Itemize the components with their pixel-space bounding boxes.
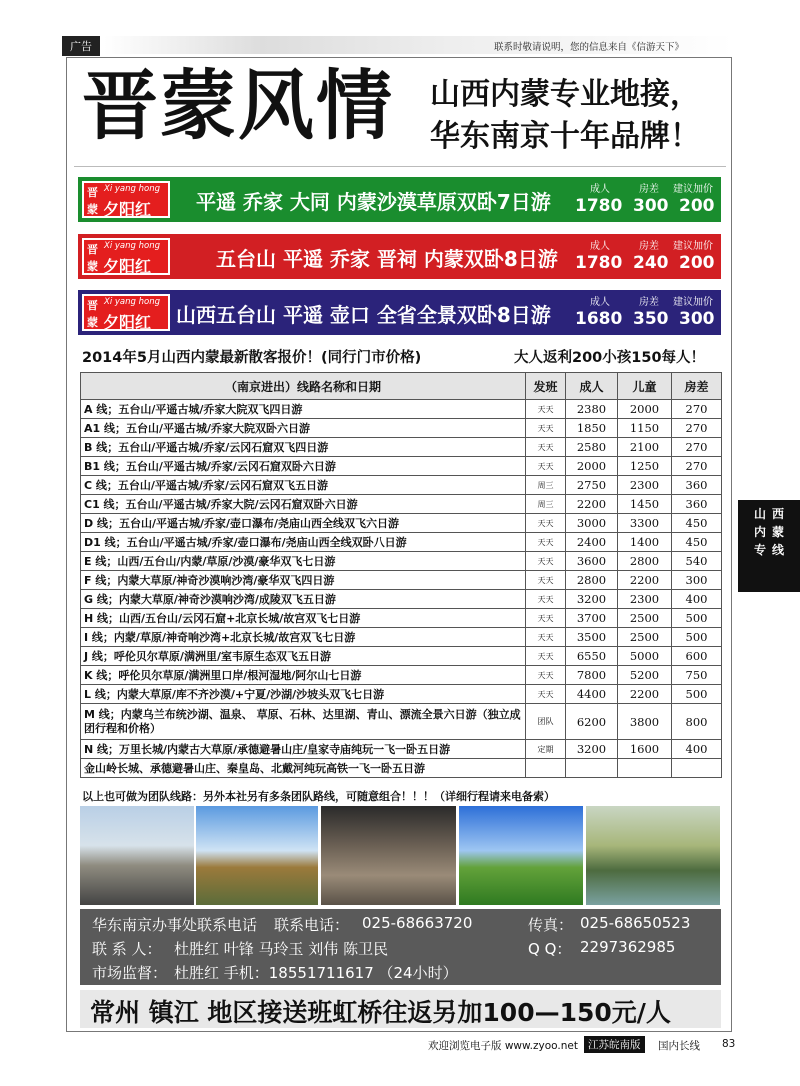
banner-route: 五台山 平遥 乔家 晋祠 内蒙双卧8日游: [216, 247, 558, 271]
table-row: [81, 740, 722, 759]
route-name-cell: C 线；五台山/平遥古城/乔家/云冈石窟双飞五日游: [81, 476, 526, 495]
room-diff-cell: 270: [672, 400, 722, 419]
side-tab-shanxi-neimeng: [738, 500, 800, 592]
slogan-line-1: 山西内蒙专业地接，: [430, 77, 700, 112]
route-name-cell: M 线；内蒙乌兰布统沙湖、温泉、 草原、石林、达里湖、青山、漂流全景六日游（独立成团行程和价格）: [81, 704, 526, 740]
rebate-note: 大人返利200小孩150每人！: [514, 350, 706, 366]
ad-label: 广告: [62, 36, 100, 56]
side-tab-char: 线: [771, 543, 784, 557]
label-room: 房差: [639, 241, 659, 252]
office-label: 华东南京办事处联系电话: [92, 916, 258, 934]
adult-price-cell: 6550: [566, 647, 618, 666]
child-price-cell: 2500: [618, 628, 672, 647]
room-diff-cell: 600: [672, 647, 722, 666]
route-name-cell: B1 线；五台山/平遥古城/乔家/云冈石窟双卧六日游: [81, 457, 526, 476]
room-diff-cell: 750: [672, 666, 722, 685]
price-suggest: 200: [679, 253, 715, 273]
photo-shanxi-building: [80, 806, 194, 905]
photo-qiaojia-courtyard: [321, 806, 456, 905]
departure-cell: 天天: [526, 590, 566, 609]
brand-title: 晋蒙风情: [82, 61, 394, 150]
table-row: [81, 419, 722, 438]
departure-cell: 天天: [526, 628, 566, 647]
table-row: [81, 609, 722, 628]
badge-meng: 蒙: [87, 260, 98, 273]
room-diff-cell: 500: [672, 609, 722, 628]
route-name-cell: I 线；内蒙/草原/神奇响沙湾+北京长城/故宫双飞七日游: [81, 628, 526, 647]
footer-section: 国内长线: [658, 1040, 700, 1052]
badge-jin: 晋: [87, 243, 98, 256]
child-price-cell: 2300: [618, 476, 672, 495]
child-price-cell: 1150: [618, 419, 672, 438]
col-route-name: （南京进出）线路名称和日期: [81, 373, 526, 400]
departure-cell: 天天: [526, 457, 566, 476]
table-row: [81, 533, 722, 552]
adult-price-cell: 3700: [566, 609, 618, 628]
child-price-cell: 1400: [618, 533, 672, 552]
banner-route: 平遥 乔家 大同 内蒙沙漠草原双卧7日游: [196, 190, 551, 214]
table-row: [81, 400, 722, 419]
col-child: 儿童: [618, 373, 672, 400]
route-name-cell: 金山岭长城、承德避暑山庄、秦皇岛、北戴河纯玩高铁一飞一卧五日游: [81, 759, 526, 778]
table-row: [81, 438, 722, 457]
adult-price-cell: 2800: [566, 571, 618, 590]
departure-cell: 天天: [526, 438, 566, 457]
xiyanghong-badge: [82, 294, 170, 331]
table-row: [81, 704, 722, 740]
price-room: 350: [633, 309, 669, 329]
banner-route: 山西五台山 平遥 壶口 全省全景双卧8日游: [176, 303, 551, 327]
table-row: [81, 476, 722, 495]
route-name-cell: B 线；五台山/平遥古城/乔家/云冈石窟双飞四日游: [81, 438, 526, 457]
badge-chinese: 夕阳红: [103, 313, 152, 332]
departure-cell: 天天: [526, 400, 566, 419]
departure-cell: 定期: [526, 740, 566, 759]
route-name-cell: C1 线；五台山/平遥古城/乔家大院/云冈石窟双卧六日游: [81, 495, 526, 514]
route-name-cell: L 线；内蒙大草原/库不齐沙漠/+宁夏/沙湖/沙坡头双飞七日游: [81, 685, 526, 704]
child-price-cell: 2800: [618, 552, 672, 571]
child-price-cell: 2100: [618, 438, 672, 457]
route-name-cell: E 线；山西/五台山/内蒙/草原/沙漠/豪华双飞七日游: [81, 552, 526, 571]
label-adult: 成人: [590, 184, 610, 195]
room-diff-cell: 300: [672, 571, 722, 590]
adult-price-cell: 2380: [566, 400, 618, 419]
badge-english: Xi yang hong: [104, 297, 160, 307]
phone-number[interactable]: 025-68663720: [362, 914, 473, 932]
col-room-diff: 房差: [672, 373, 722, 400]
pickup-box: [80, 990, 721, 1028]
adult-price-cell: 4400: [566, 685, 618, 704]
adult-price-cell: 6200: [566, 704, 618, 740]
col-adult: 成人: [566, 373, 618, 400]
child-price-cell: 3800: [618, 704, 672, 740]
label-suggest: 建议加价: [673, 241, 713, 252]
col-departure: 发班: [526, 373, 566, 400]
adult-price-cell: 2400: [566, 533, 618, 552]
child-price-cell: 1600: [618, 740, 672, 759]
side-tab-char: 内: [753, 525, 766, 539]
table-row: [81, 628, 722, 647]
badge-meng: 蒙: [87, 203, 98, 216]
departure-cell: 天天: [526, 647, 566, 666]
route-name-cell: A 线；五台山/平遥古城/乔家大院双飞四日游: [81, 400, 526, 419]
table-row: [81, 571, 722, 590]
room-diff-cell: [672, 759, 722, 778]
table-row: [81, 666, 722, 685]
label-suggest: 建议加价: [673, 184, 713, 195]
departure-cell: 团队: [526, 704, 566, 740]
room-diff-cell: 540: [672, 552, 722, 571]
room-diff-cell: 500: [672, 628, 722, 647]
table-row: [81, 457, 722, 476]
fax-label: 传真：: [528, 916, 574, 934]
source-note: 联系时敬请说明，您的信息来自《信游天下》: [494, 42, 685, 53]
table-row: [81, 514, 722, 533]
badge-chinese: 夕阳红: [103, 200, 152, 219]
adult-price-cell: 2200: [566, 495, 618, 514]
departure-cell: 天天: [526, 571, 566, 590]
child-price-cell: 2300: [618, 590, 672, 609]
badge-english: Xi yang hong: [104, 184, 160, 194]
price-subtitle: 2014年5月山西内蒙最新散客报价！(同行门市价格): [82, 350, 422, 366]
child-price-cell: 2200: [618, 571, 672, 590]
route-name-cell: G 线；内蒙大草原/神奇沙漠响沙湾/成陵双飞五日游: [81, 590, 526, 609]
footer-page-number: 83: [722, 1038, 736, 1050]
child-price-cell: [618, 759, 672, 778]
room-diff-cell: 400: [672, 740, 722, 759]
supervise-info: 杜胜红 手机：18551711617 （24小时）: [174, 964, 458, 982]
route-name-cell: J 线；呼伦贝尔草原/满洲里/室韦原生态双飞五日游: [81, 647, 526, 666]
departure-cell: 天天: [526, 552, 566, 571]
room-diff-cell: 270: [672, 438, 722, 457]
adult-price-cell: 1850: [566, 419, 618, 438]
table-row: [81, 552, 722, 571]
room-diff-cell: 360: [672, 495, 722, 514]
departure-cell: 天天: [526, 609, 566, 628]
price-adult: 1780: [575, 253, 623, 273]
header-divider: [74, 166, 726, 167]
adult-price-cell: [566, 759, 618, 778]
adult-price-cell: 2000: [566, 457, 618, 476]
qq-number[interactable]: 2297362985: [580, 938, 676, 956]
tour-banner-green[interactable]: [78, 177, 721, 222]
contact-box: [80, 909, 721, 985]
badge-jin: 晋: [87, 186, 98, 199]
photo-wutaishan-temple: [196, 806, 318, 905]
departure-cell: [526, 759, 566, 778]
footer-edition: 江苏皖南版: [584, 1036, 645, 1053]
adult-price-cell: 2580: [566, 438, 618, 457]
departure-cell: 周三: [526, 476, 566, 495]
badge-english: Xi yang hong: [104, 241, 160, 251]
supervise-label: 市场监督：: [92, 964, 168, 982]
route-name-cell: A1 线；五台山/平遥古城/乔家大院双卧六日游: [81, 419, 526, 438]
badge-jin: 晋: [87, 299, 98, 312]
child-price-cell: 3300: [618, 514, 672, 533]
fax-number: 025-68650523: [580, 914, 691, 932]
contact-people-label: 联 系 人：: [92, 940, 162, 958]
price-room: 240: [633, 253, 669, 273]
table-row: [81, 759, 722, 778]
side-tab-char: 西: [771, 507, 784, 521]
price-room: 300: [633, 196, 669, 216]
table-row: [81, 685, 722, 704]
route-name-cell: H 线；山西/五台山/云冈石窟+北京长城/故宫双飞七日游: [81, 609, 526, 628]
route-name-cell: F 线；内蒙大草原/神奇沙漠响沙湾/豪华双飞四日游: [81, 571, 526, 590]
qq-label: Q Q：: [528, 940, 572, 958]
room-diff-cell: 500: [672, 685, 722, 704]
departure-cell: 天天: [526, 666, 566, 685]
room-diff-cell: 400: [672, 590, 722, 609]
contact-people: 杜胜红 叶锋 马玲玉 刘伟 陈卫民: [174, 940, 389, 958]
price-adult: 1680: [575, 309, 623, 329]
room-diff-cell: 270: [672, 457, 722, 476]
label-suggest: 建议加价: [673, 297, 713, 308]
photo-lake-pavilion: [586, 806, 720, 905]
tour-banner-blue[interactable]: [78, 290, 721, 335]
departure-cell: 天天: [526, 685, 566, 704]
price-suggest: 200: [679, 196, 715, 216]
child-price-cell: 5000: [618, 647, 672, 666]
adult-price-cell: 3600: [566, 552, 618, 571]
pickup-text: 常州 镇江 地区接送班虹桥往返另加100—150元/人: [90, 998, 671, 1027]
child-price-cell: 1450: [618, 495, 672, 514]
child-price-cell: 1250: [618, 457, 672, 476]
badge-meng: 蒙: [87, 316, 98, 329]
table-row: [81, 590, 722, 609]
route-name-cell: K 线；呼伦贝尔草原/满洲里口岸/根河湿地/阿尔山七日游: [81, 666, 526, 685]
table-row: [81, 647, 722, 666]
child-price-cell: 2500: [618, 609, 672, 628]
group-route-note: 以上也可做为团队线路：另外本社另有多条团队路线，可随意组合！！！（详细行程请来电备索）: [82, 790, 555, 803]
child-price-cell: 2000: [618, 400, 672, 419]
label-room: 房差: [639, 184, 659, 195]
route-name-cell: D1 线；五台山/平遥古城/乔家/壶口瀑布/尧庙山西全线双卧八日游: [81, 533, 526, 552]
label-adult: 成人: [590, 241, 610, 252]
side-tab-char: 专: [753, 543, 766, 557]
room-diff-cell: 450: [672, 533, 722, 552]
photo-grassland: [459, 806, 583, 905]
adult-price-cell: 3000: [566, 514, 618, 533]
label-room: 房差: [639, 297, 659, 308]
child-price-cell: 5200: [618, 666, 672, 685]
route-price-table: [80, 372, 722, 778]
room-diff-cell: 450: [672, 514, 722, 533]
price-suggest: 300: [679, 309, 715, 329]
departure-cell: 天天: [526, 514, 566, 533]
adult-price-cell: 7800: [566, 666, 618, 685]
xiyanghong-badge: [82, 181, 170, 218]
tour-banner-red[interactable]: [78, 234, 721, 279]
route-name-cell: D 线；五台山/平遥古城/乔家/壶口瀑布/尧庙山西全线双飞六日游: [81, 514, 526, 533]
phone-label: 联系电话：: [274, 916, 350, 934]
room-diff-cell: 800: [672, 704, 722, 740]
departure-cell: 周三: [526, 495, 566, 514]
route-name-cell: N 线；万里长城/内蒙古大草原/承德避暑山庄/皇家寺庙纯玩一飞一卧五日游: [81, 740, 526, 759]
room-diff-cell: 270: [672, 419, 722, 438]
adult-price-cell: 3200: [566, 590, 618, 609]
child-price-cell: 2200: [618, 685, 672, 704]
footer-welcome[interactable]: 欢迎浏览电子版 www.zyoo.net: [428, 1040, 578, 1052]
table-header-row: [81, 373, 722, 400]
departure-cell: 天天: [526, 419, 566, 438]
adult-price-cell: 3200: [566, 740, 618, 759]
adult-price-cell: 3500: [566, 628, 618, 647]
badge-chinese: 夕阳红: [103, 257, 152, 276]
room-diff-cell: 360: [672, 476, 722, 495]
label-adult: 成人: [590, 297, 610, 308]
side-tab-char: 山: [753, 507, 766, 521]
slogan-line-2: 华东南京十年品牌！: [430, 119, 700, 154]
xiyanghong-badge: [82, 238, 170, 275]
price-adult: 1780: [575, 196, 623, 216]
departure-cell: 天天: [526, 533, 566, 552]
adult-price-cell: 2750: [566, 476, 618, 495]
brand-slogan: [430, 74, 700, 158]
table-row: [81, 495, 722, 514]
side-tab-char: 蒙: [771, 525, 784, 539]
